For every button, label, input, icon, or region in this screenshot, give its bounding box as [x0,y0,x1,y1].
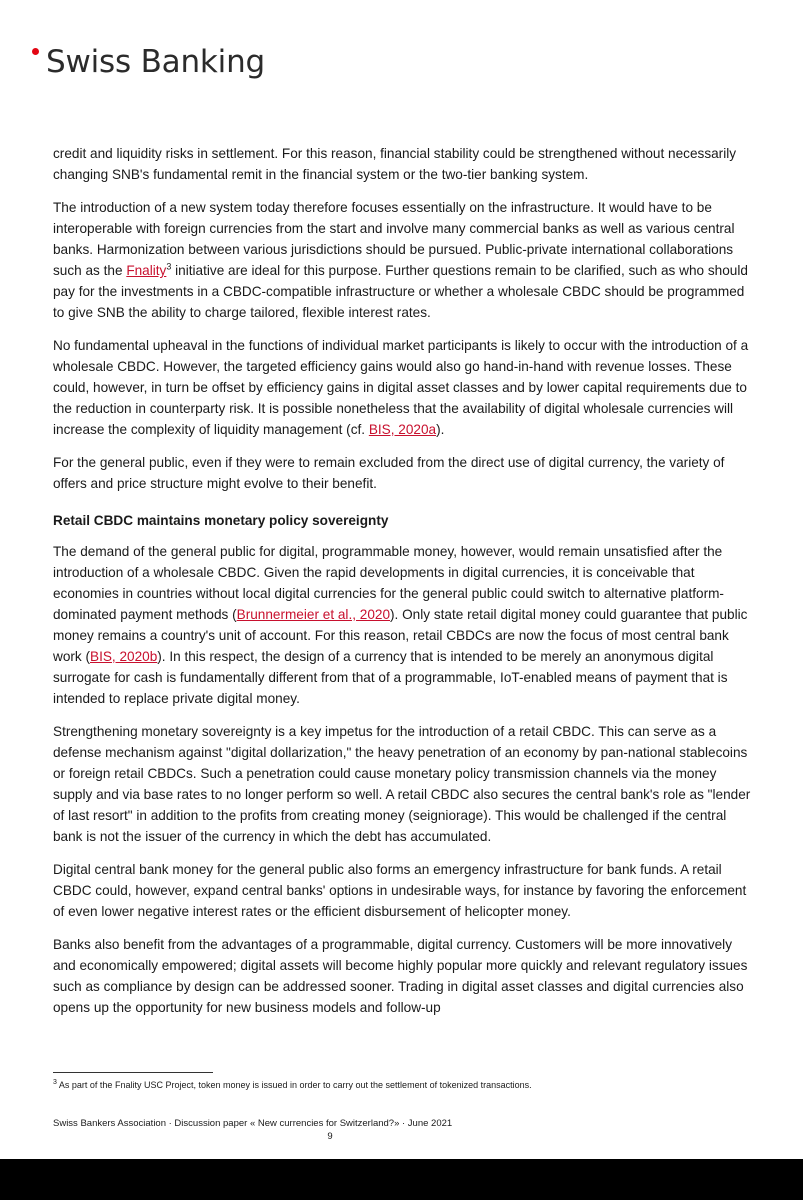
paragraph-8: Banks also benefit from the advantages of a programmable, digital currency. Customers will be more innovatively and economically empowered; digital assets will become highly popular more quickly and relevant regulatory issues such as compliance by design can be addressed sooner. Trading in digital asset classes and digital currencies also opens up the opportunity for new business models and follow-up [53,937,748,1015]
paragraph-1: credit and liquidity risks in settlement. For this reason, financial stability could be strengthened without necessarily changing SNB's fundamental remit in the financial system or the two-tier banking system. [53,146,737,182]
paragraph-4: For the general public, even if they were to remain excluded from the direct use of digital currency, the variety of offers and price structure might evolve to their benefit. [53,455,725,491]
page-number: 9 [327,1131,333,1142]
page-footer: Swiss Bankers Association · Discussion paper « New currencies for Switzerland?» · June 2021 [53,1118,453,1129]
bis-2020b-link[interactable]: BIS, 2020b [90,649,158,664]
footnote-ref-3[interactable]: 3 [166,261,172,272]
brand-logo [32,42,265,82]
screen-bottom-bar [0,1159,803,1200]
footnote [53,1079,753,1092]
fnality-link[interactable]: Fnality [126,263,167,278]
section-heading: Retail CBDC maintains monetary policy sovereignty [53,513,389,528]
brunnermeier-link[interactable]: Brunnermeier et al., 2020 [236,607,391,622]
footnote-text: As part of the Fnality USC Project, token money is issued in order to carry out the settlement of tokenized transactions. [56,1080,532,1090]
footnote-number: 3 [53,1079,57,1086]
brand-name: Swiss Banking [46,44,266,80]
red-dot-icon [32,48,39,55]
paragraph-7: Digital central bank money for the general public also forms an emergency infrastructure for bank funds. A retail CBDC could, however, expand central banks' options in undesirable ways, for instance by favoring the enforcement of even lower negative interest rates or the efficient disbursement of helicopter money. [53,862,747,919]
bis-2020a-link[interactable]: BIS, 2020a [368,422,437,437]
paragraph-6: Strengthening monetary sovereignty is a key impetus for the introduction of a retail CBDC. This can serve as a defense mechanism against "digital dollarization," the heavy penetration of an economy by pan-national stablecoins or foreign retail CBDCs. Such a penetration could cause monetary policy transmission channels via the money supply and via base rates to no longer perform so well. A retail CBDC also secures the central bank's role as "lender of last resort" in addition to the profits from creating money (seigniorage). This would be challenged if the central bank is not the issuer of the currency in which the debt has accumulated. [53,724,751,844]
document-body [53,143,753,1030]
footnote-divider [53,1072,213,1073]
paragraph-5: The demand of the general public for digital, programmable money, however, would remain unsatisfied after the introduction of a wholesale CBDC. Given the rapid developments in digital currencies, it is conceivable that economies in countries without local digital currencies for the general public could switch to alternative platform-dominated payment methods (Brunnermeier et al., 2020). Only state retail digital money could guarantee that public money remains a country's unit of account. For this reason, retail CBDCs are now the focus of most central bank work (BIS, 2020b). In this respect, the design of a currency that is intended to be merely an anonymous digital surrogate for cash is fundamentally different from that of a programmable, IoT-enabled means of payment that is intended to replace private digital money. [53,544,748,706]
paragraph-3: No fundamental upheaval in the functions of individual market participants is likely to occur with the introduction of a wholesale CBDC. However, the targeted efficiency gains would also go hand-in-hand with revenue losses. These could, however, in turn be offset by efficiency gains in digital asset classes and by lower capital requirements due to the reduction in counterparty risk. It is possible nonetheless that the availability of digital wholesale currencies will increase the complexity of liquidity management (cf. BIS, 2020a). [53,338,749,437]
paragraph-2: The introduction of a new system today therefore focuses essentially on the infrastructure. It would have to be interoperable with foreign currencies from the start and involve many commercial banks as well as various central banks. Harmonization between various jurisdictions should be pursued. Public-private international collaborations such as the Fnality$^3$ initiative are ideal for this purpose. Further questions remain to be clarified, such as who should pay for the investments in a CBDC-compatible infrastructure or whether a wholesale CBDC should be programmed to give SNB the ability to charge tailored, flexible interest rates. [53,200,748,320]
